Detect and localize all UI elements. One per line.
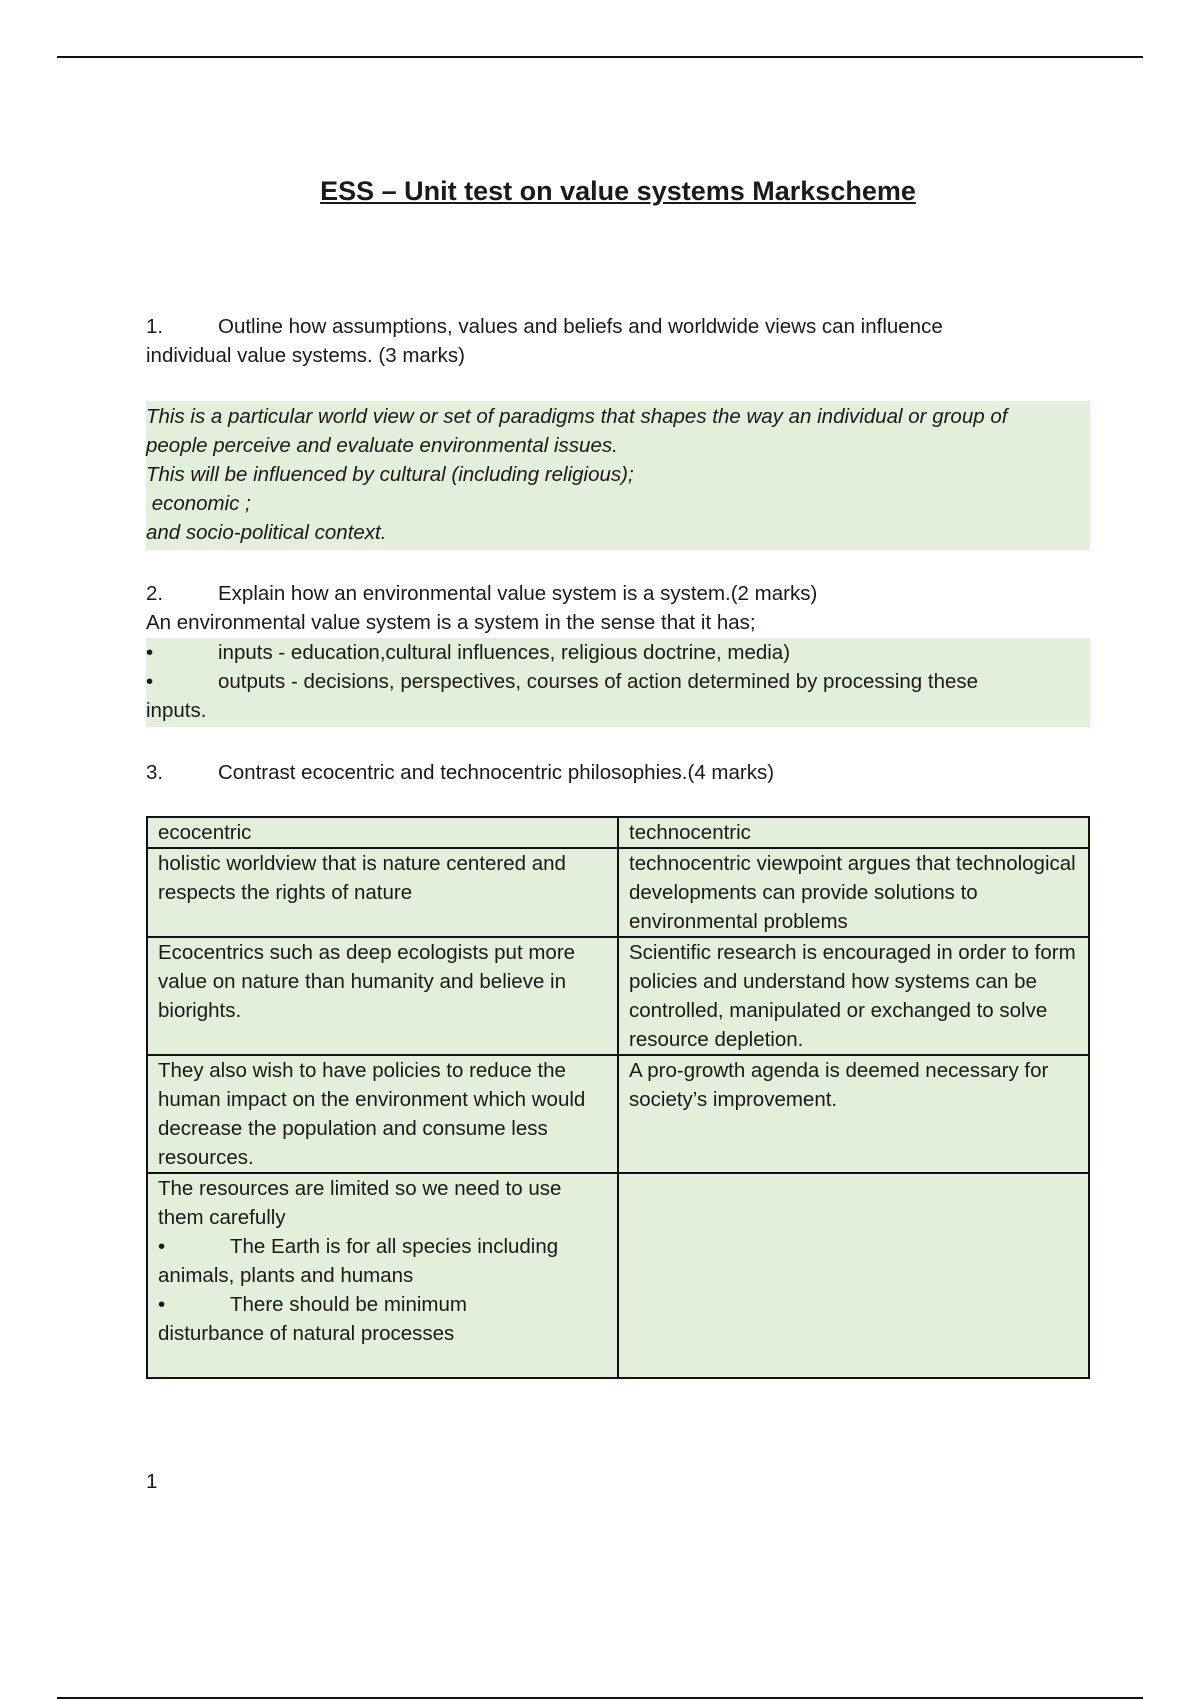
answer-1-line: This will be influenced by cultural (including religious); (146, 463, 634, 486)
table-cell: Scientific research is encouraged in order to form policies and understand how systems can be controlled, manipulated or exchanged to solve resource depletion. (618, 937, 1089, 1055)
answer-1-line: This is a particular world view or set of paradigms that shapes the way an individual or group of (146, 405, 1008, 428)
table-cell-empty (618, 1173, 1089, 1378)
question-2-intro: An environmental value system is a system in the sense that it has; (146, 611, 756, 634)
answer-2-bullet-inputs: inputs - education,cultural influences, religious doctrine, media) (218, 641, 791, 664)
answer-2-bullet-outputs: outputs - decisions, perspectives, courses of action determined by processing these (218, 670, 979, 693)
table-cell: A pro-growth agenda is deemed necessary for society’s improvement. (618, 1055, 1089, 1173)
question-2-text: Explain how an environmental value system is a system.(2 marks) (218, 582, 818, 605)
table-cell: technocentric viewpoint argues that technological developments can provide solutions to environmental problems (618, 848, 1089, 937)
answer-1-line: people perceive and evaluate environmental issues. (146, 434, 618, 457)
question-2-number: 2. (146, 582, 164, 605)
table-row (147, 1055, 1089, 1173)
question-3-number: 3. (146, 761, 164, 784)
answer-2-bullet-outputs-cont: inputs. (146, 699, 207, 722)
header-technocentric: technocentric (618, 817, 1089, 848)
header-ecocentric: ecocentric (147, 817, 618, 848)
table-cell: They also wish to have policies to reduce the human impact on the environment which would decrease the population and consume less resources. (147, 1055, 618, 1173)
question-1-text-line2: individual value systems. (3 marks) (146, 344, 465, 367)
answer-1-line: and socio-political context. (146, 521, 387, 544)
header-rule (57, 56, 1143, 58)
answer-1-line: economic ; (146, 492, 251, 515)
page-number: 1 (146, 1470, 158, 1493)
table-row (147, 1173, 1089, 1378)
cell-bullet-species-cont: animals, plants and humans (158, 1264, 414, 1287)
table-row (147, 848, 1089, 937)
table-cell (147, 1173, 618, 1378)
question-1-text-line1: Outline how assumptions, values and beliefs and worldwide views can influence (218, 315, 943, 338)
cell-intro: The resources are limited so we need to use them carefully (158, 1177, 562, 1229)
cell-bullet-disturbance: There should be minimum (230, 1293, 467, 1316)
table-cell: Ecocentrics such as deep ecologists put more value on nature than humanity and believe in biorights. (147, 937, 618, 1055)
table-cell: holistic worldview that is nature centered and respects the rights of nature (147, 848, 618, 937)
document-title: ESS – Unit test on value systems Markscheme (320, 176, 916, 206)
cell-bullet-disturbance-cont: disturbance of natural processes (158, 1322, 455, 1345)
question-1-number: 1. (146, 315, 164, 338)
question-1 (146, 312, 1090, 370)
question-3-text: Contrast ecocentric and technocentric philosophies.(4 marks) (218, 761, 775, 784)
table-row (147, 937, 1089, 1055)
bullet-icon: • (158, 1235, 166, 1258)
question-3 (146, 758, 1090, 787)
bullet-icon: • (158, 1293, 166, 1316)
comparison-table (146, 816, 1090, 1379)
question-1-answer (146, 401, 1090, 550)
footer-rule (57, 1697, 1143, 1699)
table-header-row (147, 817, 1089, 848)
cell-bullet-species: The Earth is for all species including (230, 1235, 559, 1258)
question-2 (146, 579, 1090, 637)
bullet-icon: • (146, 641, 154, 664)
question-2-answer (146, 638, 1090, 727)
bullet-icon: • (146, 670, 154, 693)
